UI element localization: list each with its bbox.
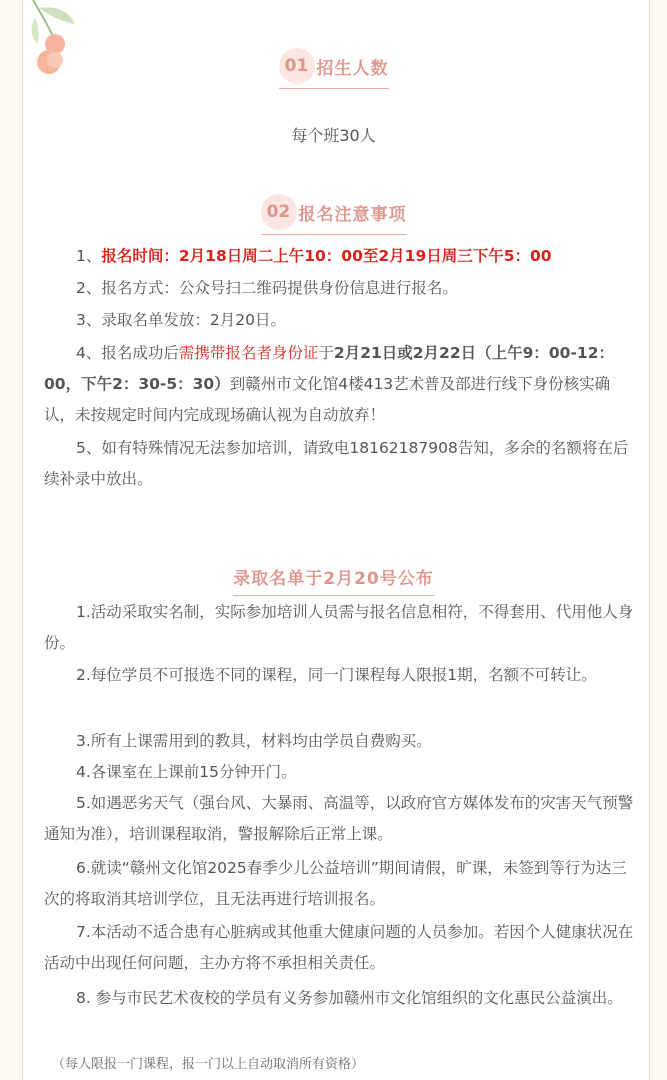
notice-item-1-prefix: 1、 [76,247,102,265]
section-3-header [0,564,667,596]
rule-item: 8. 参与市民艺术夜校的学员有义务参加赣州市文化馆组织的文化惠民公益演出。 [76,989,623,1007]
rule-item: 5.如遇恶劣天气（强台风、大暴雨、高温等，以政府官方媒体发布的灾害天气预警通知为准），培训课程取消，警报解除后正常上课。 [44,794,634,843]
section-2-title: 报名注意事项 [298,204,407,225]
section-3-title: 录取名单于2月20号公布 [233,569,434,589]
section-2-number: 02 [261,194,297,230]
rule-item: 6.就读“赣州文化馆2025春季少儿公益培训”期间请假，旷课，未签到等行为达三次的将取消其培训学位，且无法再进行培训报名。 [44,859,627,908]
notice-item-1-text: 报名时间：2月18日周二上午10：00至2月19日周三下午5：00 [101,247,552,265]
section-1-number: 01 [279,48,315,84]
notice-item-5: 5、如有特殊情况无法参加培训，请致电18162187908告知，多余的名额将在后续补录中放出。 [44,439,629,488]
section-1-title: 招生人数 [316,58,389,79]
notice-item-2: 2、报名方式：公众号扫二维码提供身份信息进行报名。 [76,279,458,297]
rule-item: 3.所有上课需用到的教具，材料均由学员自费购买。 [76,732,432,750]
rule-item: 4.各课室在上课前15分钟开门。 [76,763,297,781]
rule-item: 2.每位学员不可报选不同的课程，同一门课程每人限报1期，名额不可转让。 [76,666,597,684]
confirm-date: 2月21日或2月22日（上午9：00-12：00，下午2：30-5：30） [44,344,614,393]
notice-item-3: 3、录取名单发放：2月20日。 [76,311,286,329]
footnote: （每人限报一门课程，报一门以上自动取消所有资格） [52,1057,365,1072]
notice-item-1 [44,241,630,272]
id-card-requirement: 需携带报名者身份证 [178,344,319,362]
rule-item: 1.活动采取实名制，实际参加培训人员需与报名信息相符，不得套用、代用他人身份。 [44,603,634,652]
section-1-header [0,48,667,89]
rule-item: 7.本活动不适合患有心脏病或其他重大健康问题的人员参加。若因个人健康状况在活动中出现任何问题，主办方将不承担相关责任。 [44,923,634,972]
enrollment-count: 每个班30人 [291,126,376,145]
notice-item-4: 4、报名成功后需携带报名者身份证于2月21日或2月22日（上午9：00-12：00，下午2：30-5：30）到赣州市文化馆4楼413艺术普及部进行线下身份核实确认，未按规定时间内完成现场确认视为自动放弃！ [44,344,614,424]
section-2-header [0,194,667,235]
